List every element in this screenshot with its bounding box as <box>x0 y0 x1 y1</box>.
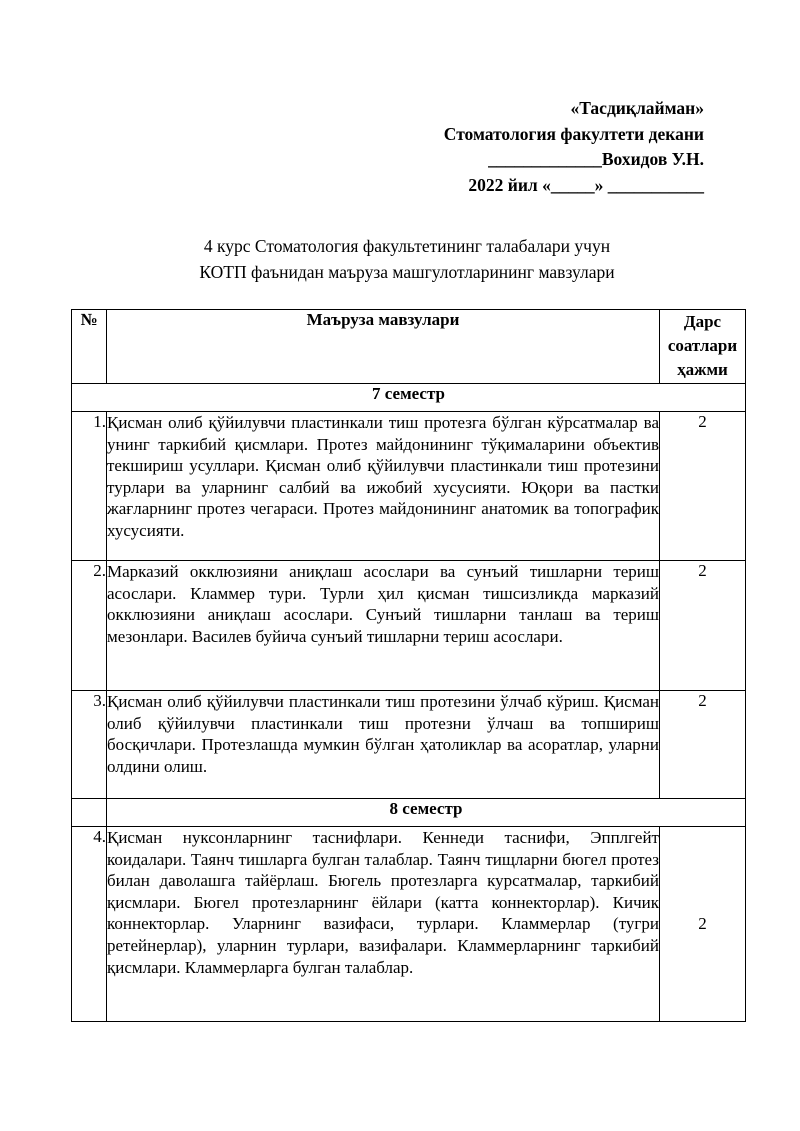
table-row <box>72 691 746 799</box>
approval-block <box>380 96 704 198</box>
approval-line-approve: «Тасдиқлайман» <box>570 98 704 118</box>
table-row <box>72 561 746 691</box>
table-row <box>72 827 746 1022</box>
row-number: 1. <box>72 412 107 561</box>
header-hours-line-3: ҳажми <box>677 360 728 379</box>
row-topic: Қисман олиб қўйилувчи пластинкали тиш протезини ўлчаб кўриш. Қисман олиб қўйилувчи пластинкали тиш протезни ўлчаш ва топшириш босқичлари. Протезлашда мумкин бўлган ҳатоликлар ва асоратлар, уларни олдини олиш. <box>107 691 660 799</box>
row-topic: Қисман олиб қўйилувчи пластинкали тиш протезга бўлган кўрсатмалар ва унинг таркибий қисмлари. Протез майдонининг тўқималарини объектив текшириш усуллари. Қисман олиб қўйилувчи пластинкали тиш протезини турлари ва уларнинг салбий ва ижобий хусусияти. Юқори ва пастки жағларнинг протез чегараси. Протез майдонининг анатомик ва топографик хусусияти. <box>107 412 660 561</box>
row-hours: 2 <box>660 827 746 1022</box>
semester-7-label: 7 семестр <box>72 384 746 412</box>
semester-row <box>72 384 746 412</box>
row-topic: Марказий окклюзияни аниқлаш асослари ва сунъий тишларни териш асослари. Кламмер тури. Турли ҳил қисман тишсизликда марказий окклюзияни аниқлаш асослари. Сунъий тишларни танлаш ва териш мезонлари. Василев буйича сунъий тишларни териш асослари. <box>107 561 660 691</box>
row-number: 2. <box>72 561 107 691</box>
approval-line-date: 2022 йил «_____» ___________ <box>468 174 704 195</box>
document-title <box>70 233 744 285</box>
row-number: 3. <box>72 691 107 799</box>
semester-8-number-cell <box>72 799 107 827</box>
table-row <box>72 412 746 561</box>
header-hours <box>660 310 746 384</box>
header-number: № <box>72 310 107 384</box>
row-number: 4. <box>72 827 107 1022</box>
approval-line-position: Стоматология факултети декани <box>443 123 704 144</box>
row-hours: 2 <box>660 412 746 561</box>
semester-row <box>72 799 746 827</box>
header-hours-line-2: соатлари <box>667 336 738 355</box>
header-topics: Маъруза мавзулари <box>107 310 660 384</box>
semester-8-label: 8 семестр <box>107 799 746 827</box>
row-topic: Қисман нуксонларнинг таснифлари. Кеннеди таснифи, Эпплгейт коидалари. Таянч тишларга булган талаблар. Таянч тищларни бюгел протез билан даволашга тайёрлаш. Бюгель протезларга курсатмалар, таркибий қисмлари. Бюгел протезларнинг ёйлари (катта коннекторлар). Кичик коннекторлар. Уларнинг вазифаси, турлари. Кламмерлар (тугри ретейнерлар), уларнин турлари, вазифалари. Кламмерларнинг таркибий қисмлари. Кламмерларга булган талаблар. <box>107 827 660 1022</box>
document-title-line-2: КОТП фаънидан маъруза машгулотларининг мавзулари <box>199 262 615 282</box>
document-title-line-1: 4 курс Стоматология факультетининг талабалари учун <box>203 236 611 256</box>
header-hours-line-1: Дарс <box>683 312 722 331</box>
row-hours: 2 <box>660 561 746 691</box>
table-header-row <box>72 310 746 384</box>
approval-line-signature: _____________Вохидов У.Н. <box>488 149 704 169</box>
row-hours: 2 <box>660 691 746 799</box>
lecture-topics-table <box>71 309 746 1022</box>
